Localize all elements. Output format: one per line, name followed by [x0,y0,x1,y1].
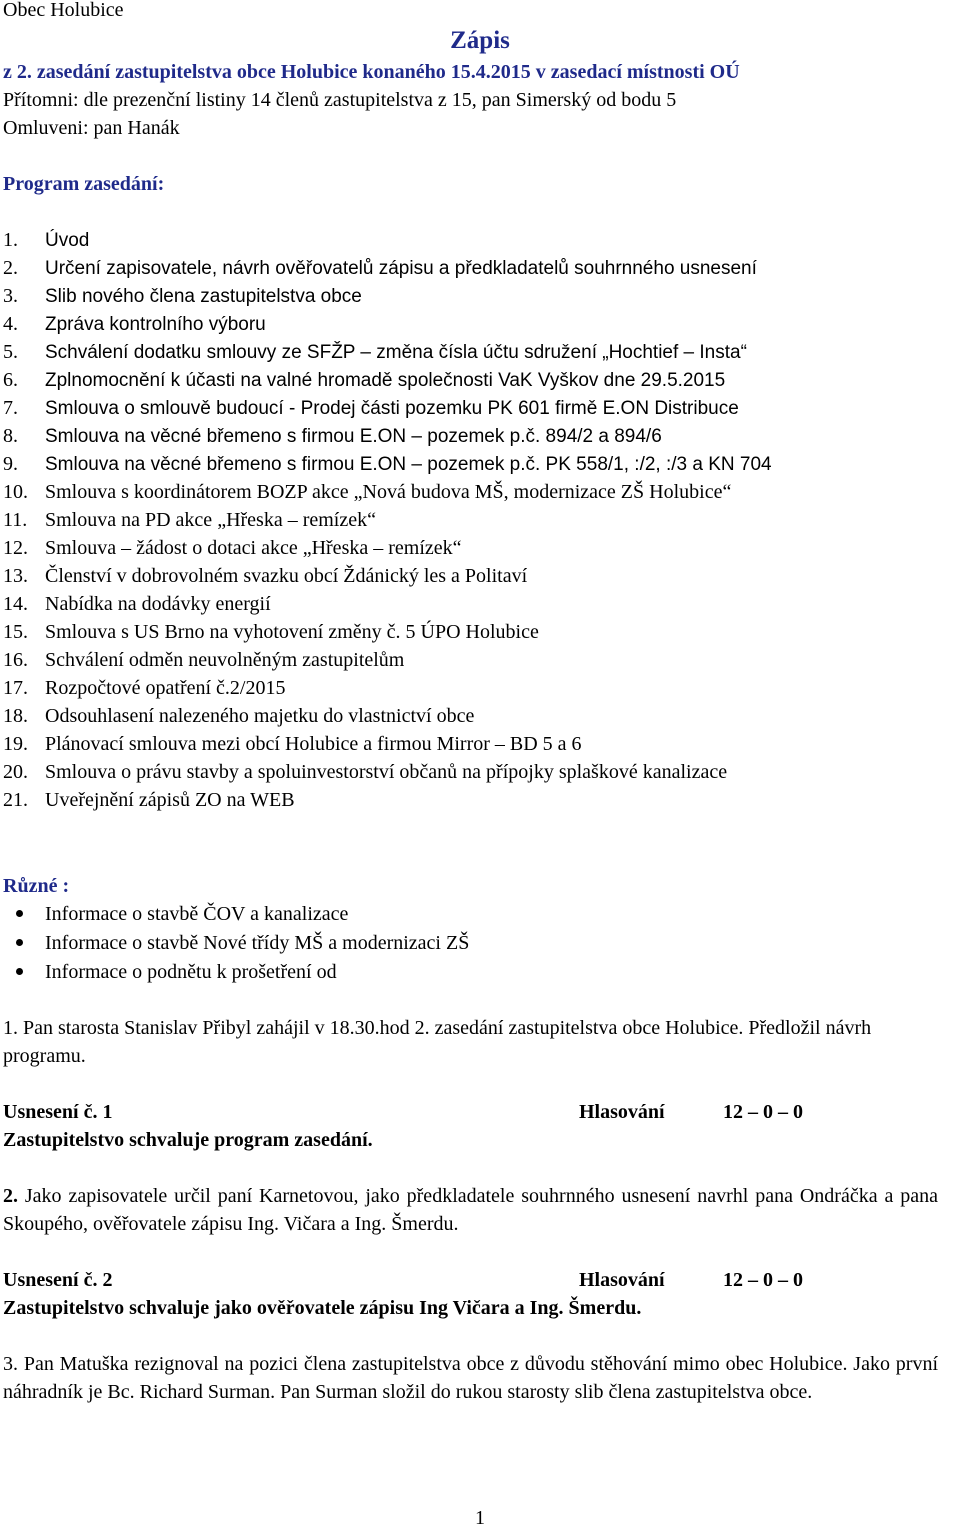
attendance-present: Přítomni: dle prezenční listiny 14 členů zastupitelstva z 15, pan Simerský od bodu 5 [3,89,677,111]
bullet-icon [16,939,23,946]
resolution-2-votes: 12 – 0 – 0 [723,1269,803,1291]
program-item-number: 15. [3,621,28,643]
attendance-excused: Omluveni: pan Hanák [3,117,180,139]
program-item-number: 10. [3,481,28,503]
program-item [3,366,772,394]
program-item-number: 6. [3,369,18,391]
paragraph-opening: 1. Pan starosta Stanislav Přibyl zahájil v 18.30.hod 2. zasedání zastupitelstva obce Holubice. Předložil návrh programu. [3,1017,872,1067]
program-item-text: Uveřejnění zápisů ZO na WEB [45,789,295,811]
program-item [3,226,772,254]
program-item-number: 7. [3,397,18,419]
program-item-number: 12. [3,537,28,559]
misc-list [3,900,469,987]
program-item [3,506,772,534]
document-title: Zápis [450,27,510,54]
program-item-text: Nabídka na dodávky energií [45,593,271,615]
resolution-2-text: Zastupitelstvo schvaluje jako ověřovatele zápisu Ing Vičara a Ing. Šmerdu. [3,1297,642,1319]
bullet-icon [16,968,23,975]
program-item-number: 8. [3,425,18,447]
program-item-number: 2. [3,257,18,279]
page-number: 1 [475,1507,485,1529]
program-item [3,590,772,618]
program-item [3,758,772,786]
program-item-text: Slib nového člena zastupitelstva obce [45,286,362,307]
program-item-number: 17. [3,677,28,699]
program-item-text: Smlouva o právu stavby a spoluinvestorství občanů na přípojky splaškové kanalizace [45,761,728,783]
program-item-text: Schválení odměn neuvolněným zastupitelům [45,649,405,671]
meeting-subtitle: z 2. zasedání zastupitelstva obce Holubice konaného 15.4.2015 v zasedací místnosti OÚ [3,61,740,83]
resolution-1-header [3,1098,943,1126]
resolution-2-header [3,1266,943,1294]
program-item [3,478,772,506]
misc-item [3,900,469,929]
municipality-name: Obec Holubice [3,0,124,21]
program-item [3,702,772,730]
program-item [3,646,772,674]
program-item [3,254,772,282]
program-item-number: 16. [3,649,28,671]
program-item-number: 21. [3,789,28,811]
resolution-1-vote-label: Hlasování [579,1101,665,1123]
paragraph-3: 3. Pan Matuška rezignoval na pozici člena zastupitelstva obce z důvodu stěhování mimo obec Holubice. Jako první náhradník je Bc. Richard Surman. Pan Surman složil do rukou starosty slib člena zastupitelstva obce. [3,1353,938,1403]
program-item-text: Smlouva o smlouvě budoucí - Prodej části pozemku PK 601 firmě E.ON Distribuce [45,398,739,419]
program-item-number: 13. [3,565,28,587]
program-item [3,282,772,310]
program-item-text: Smlouva na věcné břemeno s firmou E.ON – pozemek p.č. 894/2 a 894/6 [45,426,662,447]
program-item-number: 9. [3,453,18,475]
program-item [3,450,772,478]
program-item-number: 14. [3,593,28,615]
paragraph-2-text: Jako zapisovatele určil paní Karnetovou, jako předkladatele souhrnného usnesení navrhl pana Ondráčka a pana Skoupého, ověřovatele zápisu Ing. Vičara a Ing. Šmerdu. [3,1185,938,1235]
program-item-text: Plánovací smlouva mezi obcí Holubice a firmou Mirror – BD 5 a 6 [45,733,582,755]
program-item [3,562,772,590]
program-item-number: 5. [3,341,18,363]
program-item-text: Smlouva na PD akce „Hřeska – remízek“ [45,509,376,531]
program-item-text: Smlouva na věcné břemeno s firmou E.ON – pozemek p.č. PK 558/1, :/2, :/3 a KN 704 [45,454,772,475]
program-item [3,786,772,814]
program-item-number: 19. [3,733,28,755]
misc-item-text: Informace o podnětu k prošetření od [45,961,337,983]
paragraph-2 [3,1182,938,1238]
program-item-number: 20. [3,761,28,783]
program-heading: Program zasedání: [3,173,165,195]
misc-item [3,958,469,987]
program-item [3,534,772,562]
program-item-number: 4. [3,313,18,335]
program-item-text: Odsouhlasení nalezeného majetku do vlastnictví obce [45,705,475,727]
program-item-text: Smlouva s US Brno na vyhotovení změny č. 5 ÚPO Holubice [45,621,539,643]
program-item-text: Zplnomocnění k účasti na valné hromadě společnosti VaK Vyškov dne 29.5.2015 [45,370,726,391]
program-item-text: Členství v dobrovolném svazku obcí Ždánický les a Politaví [45,565,528,587]
program-item-text: Rozpočtové opatření č.2/2015 [45,677,286,699]
resolution-2-vote-label: Hlasování [579,1269,665,1291]
resolution-1-label: Usnesení č. 1 [3,1101,113,1123]
program-item [3,422,772,450]
resolution-1-votes: 12 – 0 – 0 [723,1101,803,1123]
misc-item-text: Informace o stavbě Nové třídy MŠ a modernizaci ZŠ [45,932,470,954]
program-item-number: 3. [3,285,18,307]
program-item-text: Zpráva kontrolního výboru [45,314,266,335]
resolution-2-label: Usnesení č. 2 [3,1269,113,1291]
program-item-number: 18. [3,705,28,727]
program-item [3,618,772,646]
misc-heading: Různé : [3,875,70,897]
program-item-number: 11. [3,509,28,531]
resolution-1-text: Zastupitelstvo schvaluje program zasedání. [3,1129,373,1151]
program-item-text: Určení zapisovatele, návrh ověřovatelů zápisu a předkladatelů souhrnného usnesení [45,258,757,279]
program-list [3,226,772,814]
misc-item [3,929,469,958]
program-item-text: Schválení dodatku smlouvy ze SFŽP – změna čísla účtu sdružení „Hochtief – Insta“ [45,342,747,363]
misc-item-text: Informace o stavbě ČOV a kanalizace [45,903,349,925]
program-item [3,338,772,366]
program-item [3,394,772,422]
program-item-text: Smlouva s koordinátorem BOZP akce „Nová budova MŠ, modernizace ZŠ Holubice“ [45,481,732,503]
bullet-icon [16,910,23,917]
program-item [3,730,772,758]
program-item-number: 1. [3,229,18,251]
paragraph-2-number: 2. [3,1185,18,1207]
program-item [3,310,772,338]
program-item [3,674,772,702]
program-item-text: Úvod [45,230,90,251]
program-item-text: Smlouva – žádost o dotaci akce „Hřeska – remízek“ [45,537,462,559]
